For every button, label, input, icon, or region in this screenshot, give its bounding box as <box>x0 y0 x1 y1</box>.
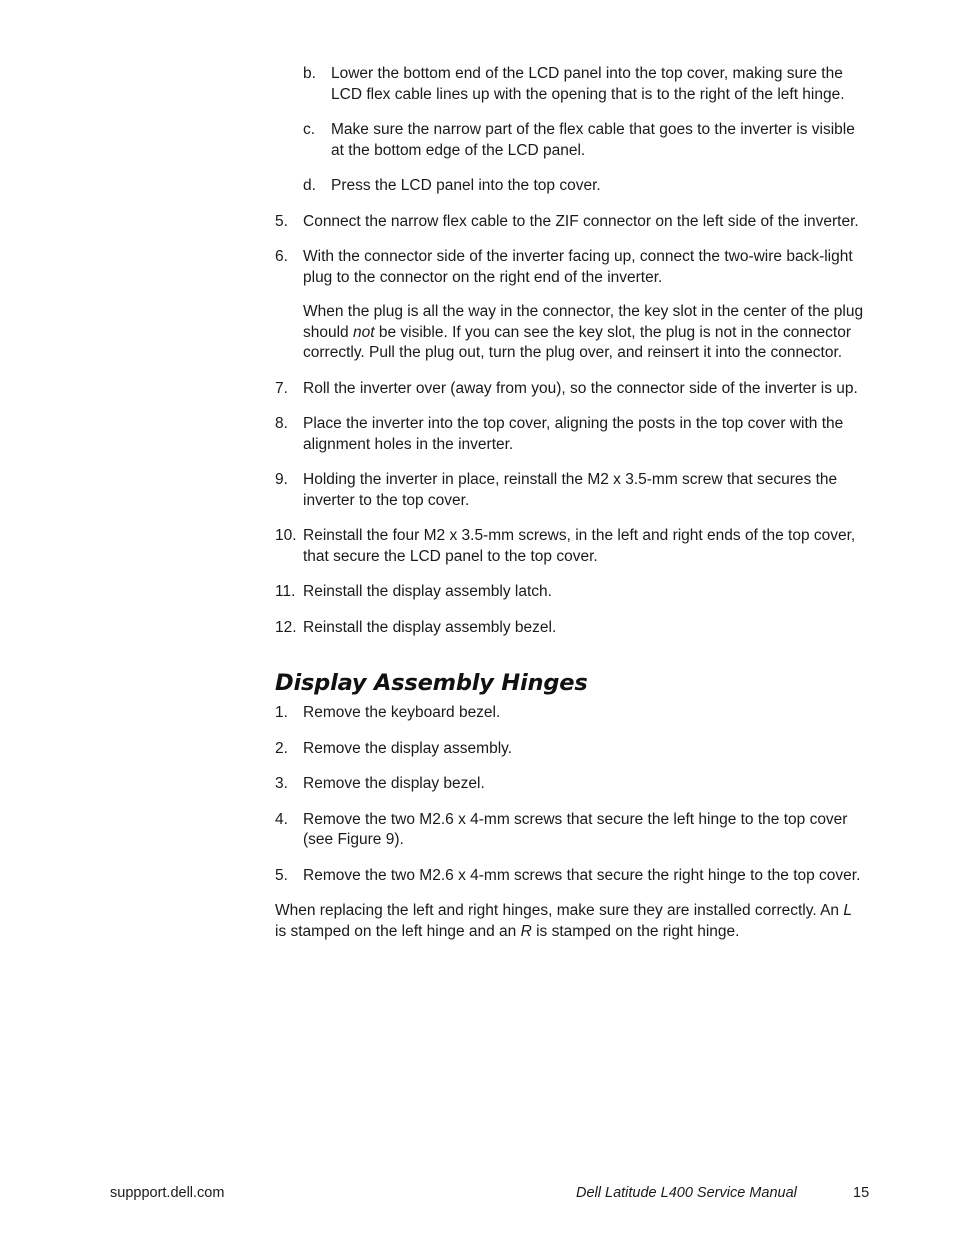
note-text: be visible. If you can see the key slot, the plug is not in the connector correctly. Pull the plug out, turn the plug over, and reinsert it into the connector. <box>303 323 852 361</box>
list-item <box>303 64 867 105</box>
list-item <box>275 212 867 233</box>
list-marker: 5. <box>275 212 288 230</box>
list-text: Remove the keyboard bezel. <box>303 704 501 721</box>
list-marker: 10. <box>275 527 297 544</box>
list-text: Connect the narrow flex cable to the ZIF connector on the left side of the inverter. <box>303 212 859 230</box>
list-marker: b. <box>303 65 316 82</box>
closing-paragraph <box>275 901 867 942</box>
list-text: Reinstall the display assembly bezel. <box>303 618 557 636</box>
list-text: Reinstall the four M2 x 3.5-mm screws, in the left and right ends of the top cover, that secure the LCD panel to the top cover. <box>303 527 856 565</box>
step-note <box>275 302 867 364</box>
list-marker: 8. <box>275 415 288 432</box>
list-marker: 7. <box>275 379 288 397</box>
list-item <box>275 618 867 639</box>
list-item <box>275 379 867 400</box>
list-item <box>275 582 867 603</box>
list-item <box>275 774 867 795</box>
list-marker: 9. <box>275 471 288 488</box>
list-marker: 1. <box>275 704 288 721</box>
list-marker: 4. <box>275 810 288 828</box>
list-marker: d. <box>303 177 316 194</box>
paragraph-text: is stamped on the right hinge. <box>531 922 740 940</box>
list-marker: 2. <box>275 739 288 757</box>
list-text: Roll the inverter over (away from you), so the connector side of the inverter is up. <box>303 379 858 397</box>
list-item <box>303 176 867 197</box>
list-marker: 6. <box>275 248 288 265</box>
list-text: Holding the inverter in place, reinstall the M2 x 3.5-mm screw that secures the inverter to the top cover. <box>303 471 838 509</box>
list-text: Remove the display assembly. <box>303 739 513 757</box>
list-marker: 11. <box>275 583 296 600</box>
page-number: 15 <box>853 1185 870 1201</box>
footer-url: suppport.dell.com <box>110 1185 225 1201</box>
list-item <box>303 120 867 161</box>
list-item <box>275 414 867 455</box>
list-text: Lower the bottom end of the LCD panel into the top cover, making sure the LCD flex cable lines up with the opening that is to the right of the left hinge. <box>331 65 845 103</box>
list-text: Remove the two M2.6 x 4-mm screws that secure the right hinge to the top cover. <box>303 866 861 884</box>
list-item <box>275 247 867 288</box>
list-text: Make sure the narrow part of the flex cable that goes to the inverter is visible at the bottom edge of the LCD panel. <box>331 121 855 159</box>
list-text: Remove the two M2.6 x 4-mm screws that secure the left hinge to the top cover (see Figure 9). <box>303 810 848 848</box>
note-text: When the plug is all the way in the connector, the key slot in the center of the plug should <box>303 303 864 341</box>
list-item <box>275 470 867 511</box>
paragraph-text: is stamped on the left hinge and an <box>275 922 521 940</box>
list-marker: 12. <box>275 618 297 636</box>
hinge-letter-left: L <box>843 902 852 919</box>
list-item <box>275 526 867 567</box>
page-body <box>275 64 867 957</box>
list-marker: 3. <box>275 775 288 792</box>
list-marker: 5. <box>275 866 288 884</box>
list-item <box>275 810 867 851</box>
footer-manual-title: Dell Latitude L400 Service Manual <box>576 1185 797 1201</box>
list-marker: c. <box>303 121 316 138</box>
list-text: Place the inverter into the top cover, aligning the posts in the top cover with the alignment holes in the inverter. <box>303 415 844 453</box>
list-text: Press the LCD panel into the top cover. <box>331 177 601 194</box>
hinge-letter-right: R <box>520 922 532 940</box>
list-item <box>275 739 867 760</box>
list-text: With the connector side of the inverter facing up, connect the two-wire back-light plug to the connector on the right end of the inverter. <box>303 248 853 286</box>
list-text: Remove the display bezel. <box>303 775 485 792</box>
note-emphasis: not <box>352 323 375 341</box>
section-heading: Display Assembly Hinges <box>275 670 588 696</box>
list-item <box>275 703 867 724</box>
list-text: Reinstall the display assembly latch. <box>303 583 552 600</box>
list-item <box>275 866 867 887</box>
paragraph-text: When replacing the left and right hinges, make sure they are installed correctly. An <box>275 902 844 919</box>
